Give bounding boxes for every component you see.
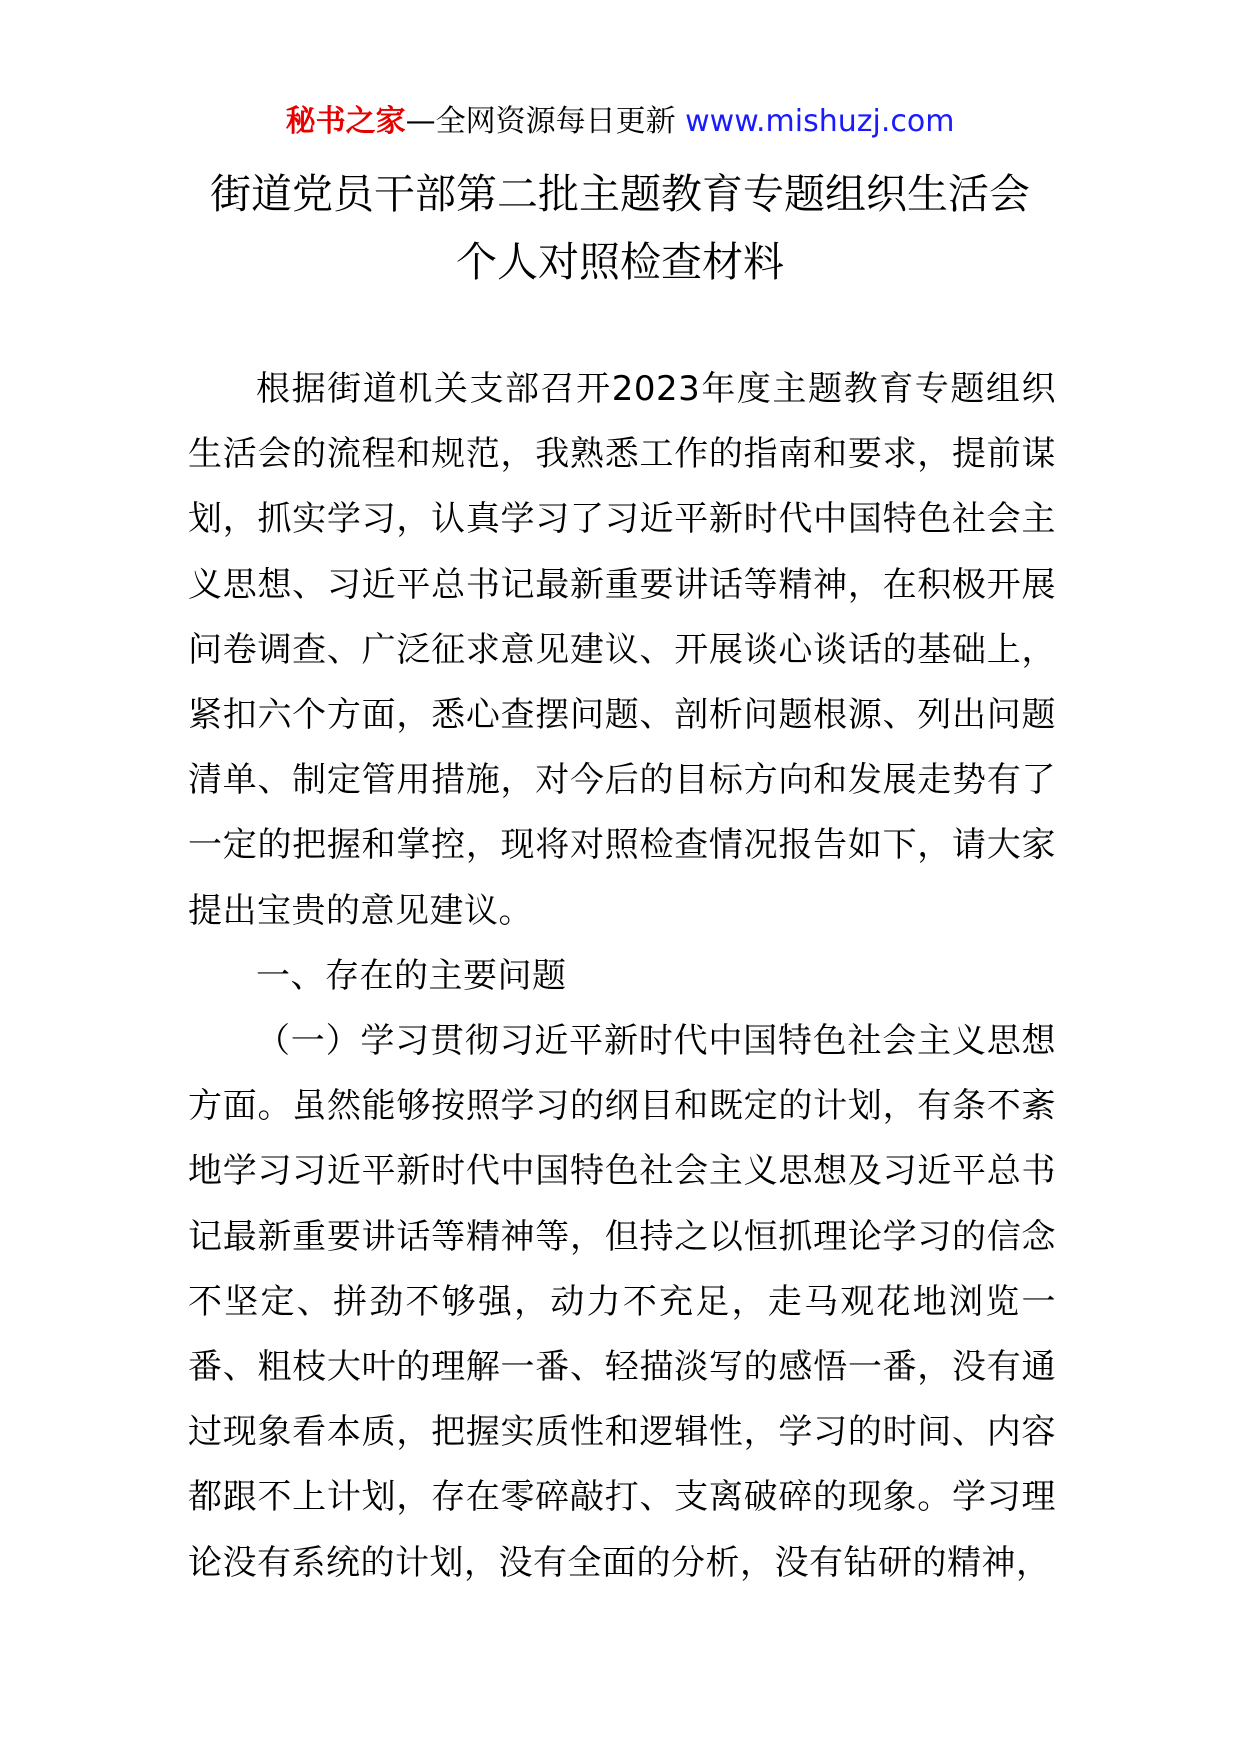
subsection-paragraph: （一）学习贯彻习近平新时代中国特色社会主义思想方面。虽然能够按照学习的纲目和既定的计划，有条不紊地学习习近平新时代中国特色社会主义思想及习近平总书记最新重要讲话等精神等，但持之以恒抓理论学习的信念不坚定、拼劲不够强，动力不充足，走马观花地浏览一番、粗枝大叶的理解一番、轻描淡写的感悟一番，没有通过现象看本质，把握实质性和逻辑性，学习的时间、内容都跟不上计划，存在零碎敲打、支离破碎的现象。学习理论没有系统的计划，没有全面的分析，没有钻研的精神， [188, 1021, 1056, 1583]
site-url-link[interactable]: www.mishuzj.com [685, 104, 955, 139]
header-tagline: —全网资源每日更新 [405, 104, 676, 139]
site-header [0, 100, 1240, 144]
document-title-line-1: 街道党员干部第二批主题教育专题组织生活会 [210, 170, 1030, 218]
intro-paragraph: 根据街道机关支部召开2023年度主题教育专题组织生活会的流程和规范，我熟悉工作的指南和要求，提前谋划，抓实学习，认真学习了习近平新时代中国特色社会主义思想、习近平总书记最新重要讲话等精神，在积极开展问卷调查、广泛征求意见建议、开展谈心谈话的基础上，紧扣六个方面，悉心查摆问题、剖析问题根源、列出问题清单、制定管用措施，对今后的目标方向和发展走势有了一定的把握和掌控，现将对照检查情况报告如下，请大家提出宝贵的意见建议。 [188, 369, 1056, 931]
section-heading: 一、存在的主要问题 [256, 955, 567, 996]
brand-name: 秘书之家 [285, 104, 406, 139]
document-body [188, 357, 1056, 1596]
document-title-line-2: 个人对照检查材料 [456, 238, 784, 286]
